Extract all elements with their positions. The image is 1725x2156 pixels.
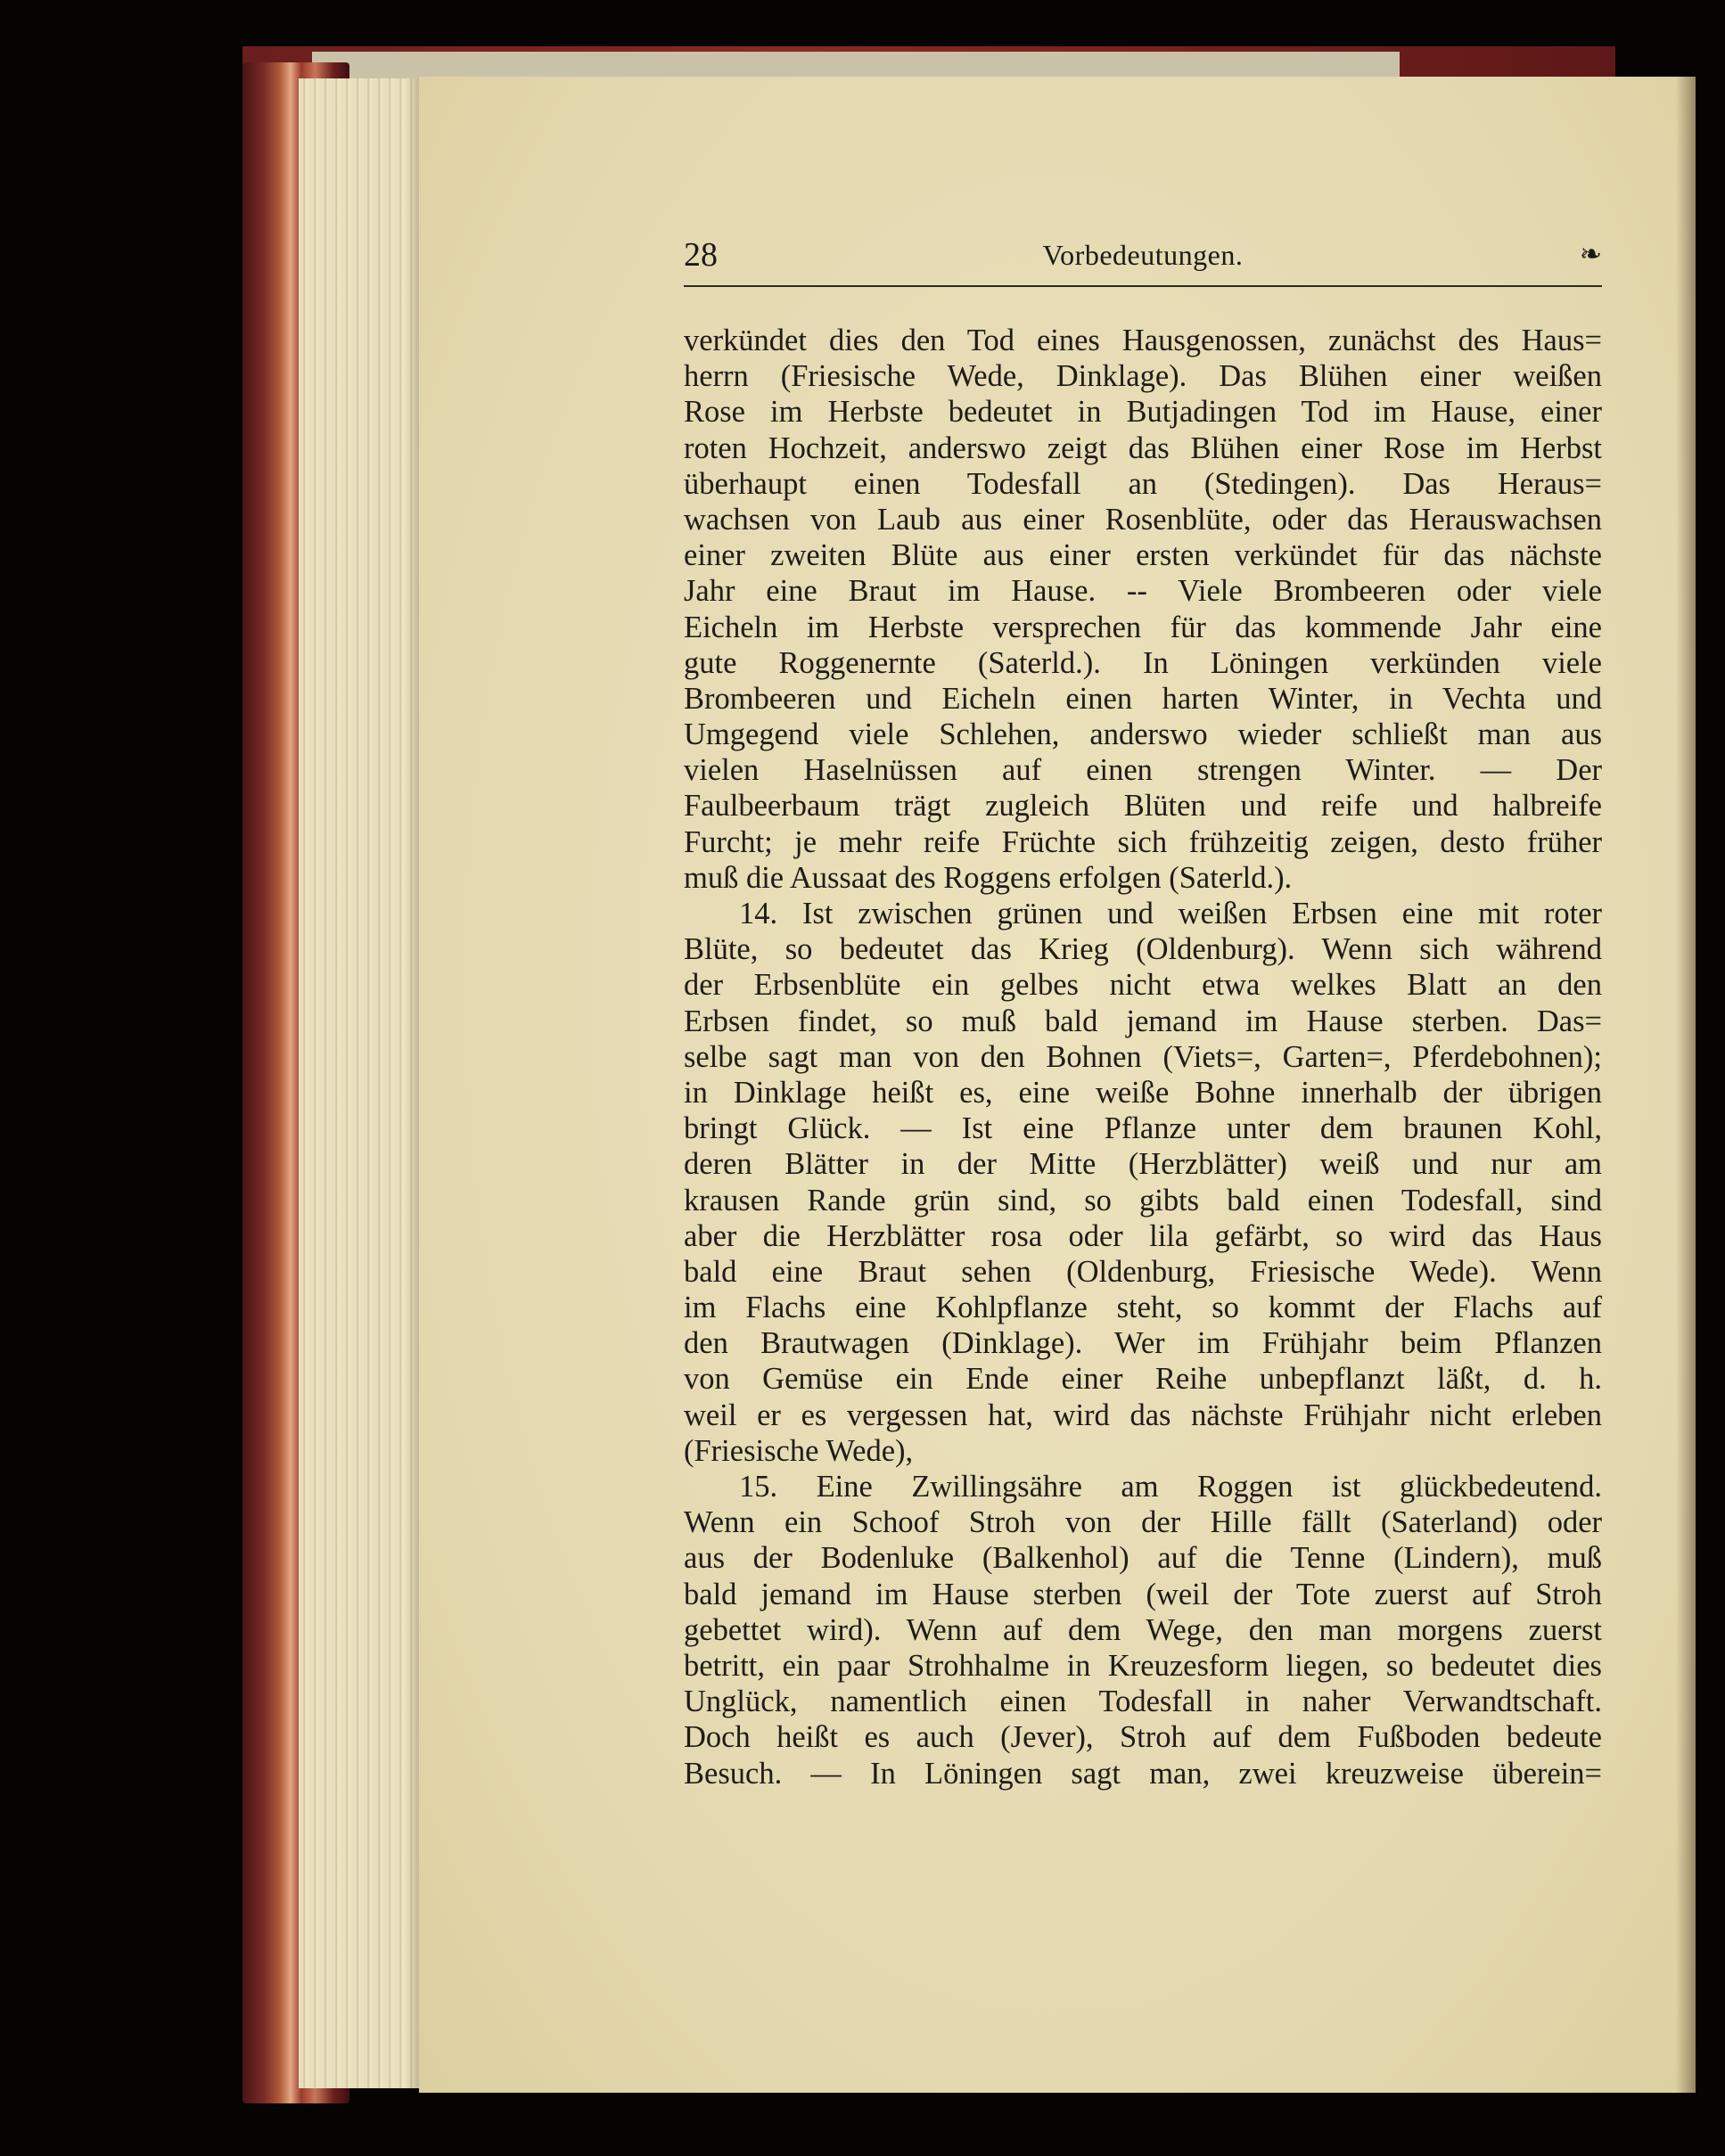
text-line: den Brautwagen (Dinklage). Wer im Frühjahr beim Pflanzen (684, 1326, 1602, 1361)
text-line: muß die Aussaat des Roggens erfolgen (Saterld.). (684, 860, 1293, 895)
text-line: vielen Haselnüssen auf einen strengen Winter. — Der (684, 753, 1602, 788)
text-line: Rose im Herbste bedeutet in Butjadingen Tod im Hause, einer (684, 395, 1602, 430)
text-line: Besuch. — In Löningen sagt man, zwei kreuzweise überein= (684, 1756, 1602, 1791)
text-line: Umgegend viele Schlehen, anderswo wieder schließt man aus (684, 717, 1602, 752)
text-line: aus der Bodenluke (Balkenhol) auf die Tenne (Lindern), muß (684, 1541, 1602, 1576)
body-text (684, 323, 1602, 1791)
text-line: Jahr eine Braut im Hause. -- Viele Brombeeren oder viele (684, 574, 1602, 609)
text-line: Brombeeren und Eicheln einen harten Winter, in Vechta und (684, 681, 1602, 716)
text-line: (Friesische Wede), (684, 1433, 914, 1468)
text-line: überhaupt einen Todesfall an (Stedingen). Das Heraus= (684, 466, 1602, 501)
text-line: Furcht; je mehr reife Früchte sich frühzeitig zeigen, desto früher (684, 824, 1602, 859)
text-line: krausen Rande grün sind, so gibts bald einen Todesfall, sind (684, 1183, 1602, 1217)
page-right-edge (1676, 77, 1696, 2093)
page-edges-stack (299, 78, 423, 2088)
text-line: Blüte, so bedeutet das Krieg (Oldenburg). Wenn sich während (684, 932, 1602, 967)
text-line: roten Hochzeit, anderswo zeigt das Blühen einer Rose im Herbst (684, 430, 1602, 465)
text-line: einer zweiten Blüte aus einer ersten verkündet für das nächste (684, 538, 1602, 573)
book-cover-strip (312, 52, 1400, 78)
text-line: gute Roggenernte (Saterld.). In Löningen verkünden viele (684, 645, 1602, 680)
text-line: Eicheln im Herbste versprechen für das kommende Jahr eine (684, 610, 1602, 644)
page-header (684, 234, 1602, 287)
text-line: wachsen von Laub aus einer Rosenblüte, oder das Herauswachsen (684, 502, 1602, 537)
text-line: selbe sagt man von den Bohnen (Viets=, Garten=, Pferdebohnen); (684, 1039, 1602, 1074)
text-line: bald jemand im Hause sterben (weil der Tote zuerst auf Stroh (684, 1577, 1602, 1611)
text-line: verkündet dies den Tod eines Hausgenossen, zunächst des Haus= (684, 324, 1602, 357)
text-line: bald eine Braut sehen (Oldenburg, Friesische Wede). Wenn (684, 1254, 1602, 1289)
running-head: Vorbedeutungen. (1042, 239, 1244, 271)
text-line: Erbsen findet, so muß bald jemand im Hause sterben. Das= (684, 1004, 1602, 1038)
text-line: aber die Herzblätter rosa oder lila gefärbt, so wird das Haus (684, 1218, 1602, 1253)
text-line: Faulbeerbaum trägt zugleich Blüten und reife und halbreife (684, 789, 1602, 824)
page-number: 28 (684, 236, 718, 274)
text-line: im Flachs eine Kohlpflanze steht, so kommt der Flachs auf (684, 1291, 1602, 1325)
text-line: der Erbsenblüte ein gelbes nicht etwa welkes Blatt an den (684, 968, 1602, 1003)
text-line: weil er es vergessen hat, wird das nächste Frühjahr nicht erleben (684, 1398, 1602, 1432)
text-line: herrn (Friesische Wede, Dinklage). Das Blühen einer weißen (684, 359, 1602, 394)
text-line: gebettet wird). Wenn auf dem Wege, den man morgens zuerst (684, 1612, 1602, 1647)
text-line: Doch heißt es auch (Jever), Stroh auf dem Fußboden bedeute (684, 1720, 1602, 1755)
text-line: 15. Eine Zwillingsähre am Roggen ist glückbedeutend. (739, 1470, 1602, 1504)
text-line: Unglück, namentlich einen Todesfall in naher Verwandtschaft. (684, 1685, 1602, 1719)
text-line: bringt Glück. — Ist eine Pflanze unter dem braunen Kohl, (684, 1111, 1602, 1146)
text-line: 14. Ist zwischen grünen und weißen Erbsen eine mit roter (739, 897, 1602, 930)
text-line: in Dinklage heißt es, eine weiße Bohne innerhalb der übrigen (684, 1075, 1602, 1110)
text-line: betritt, ein paar Strohhalme in Kreuzesform liegen, so bedeutet dies (684, 1648, 1602, 1683)
text-line: von Gemüse ein Ende einer Reihe unbepflanzt läßt, d. h. (684, 1362, 1602, 1397)
text-line: Wenn ein Schoof Stroh von der Hille fällt (Saterland) oder (684, 1505, 1602, 1540)
text-line: deren Blätter in der Mitte (Herzblätter) weiß und nur am (684, 1147, 1602, 1182)
ornament-icon: ❧ (1579, 239, 1602, 270)
